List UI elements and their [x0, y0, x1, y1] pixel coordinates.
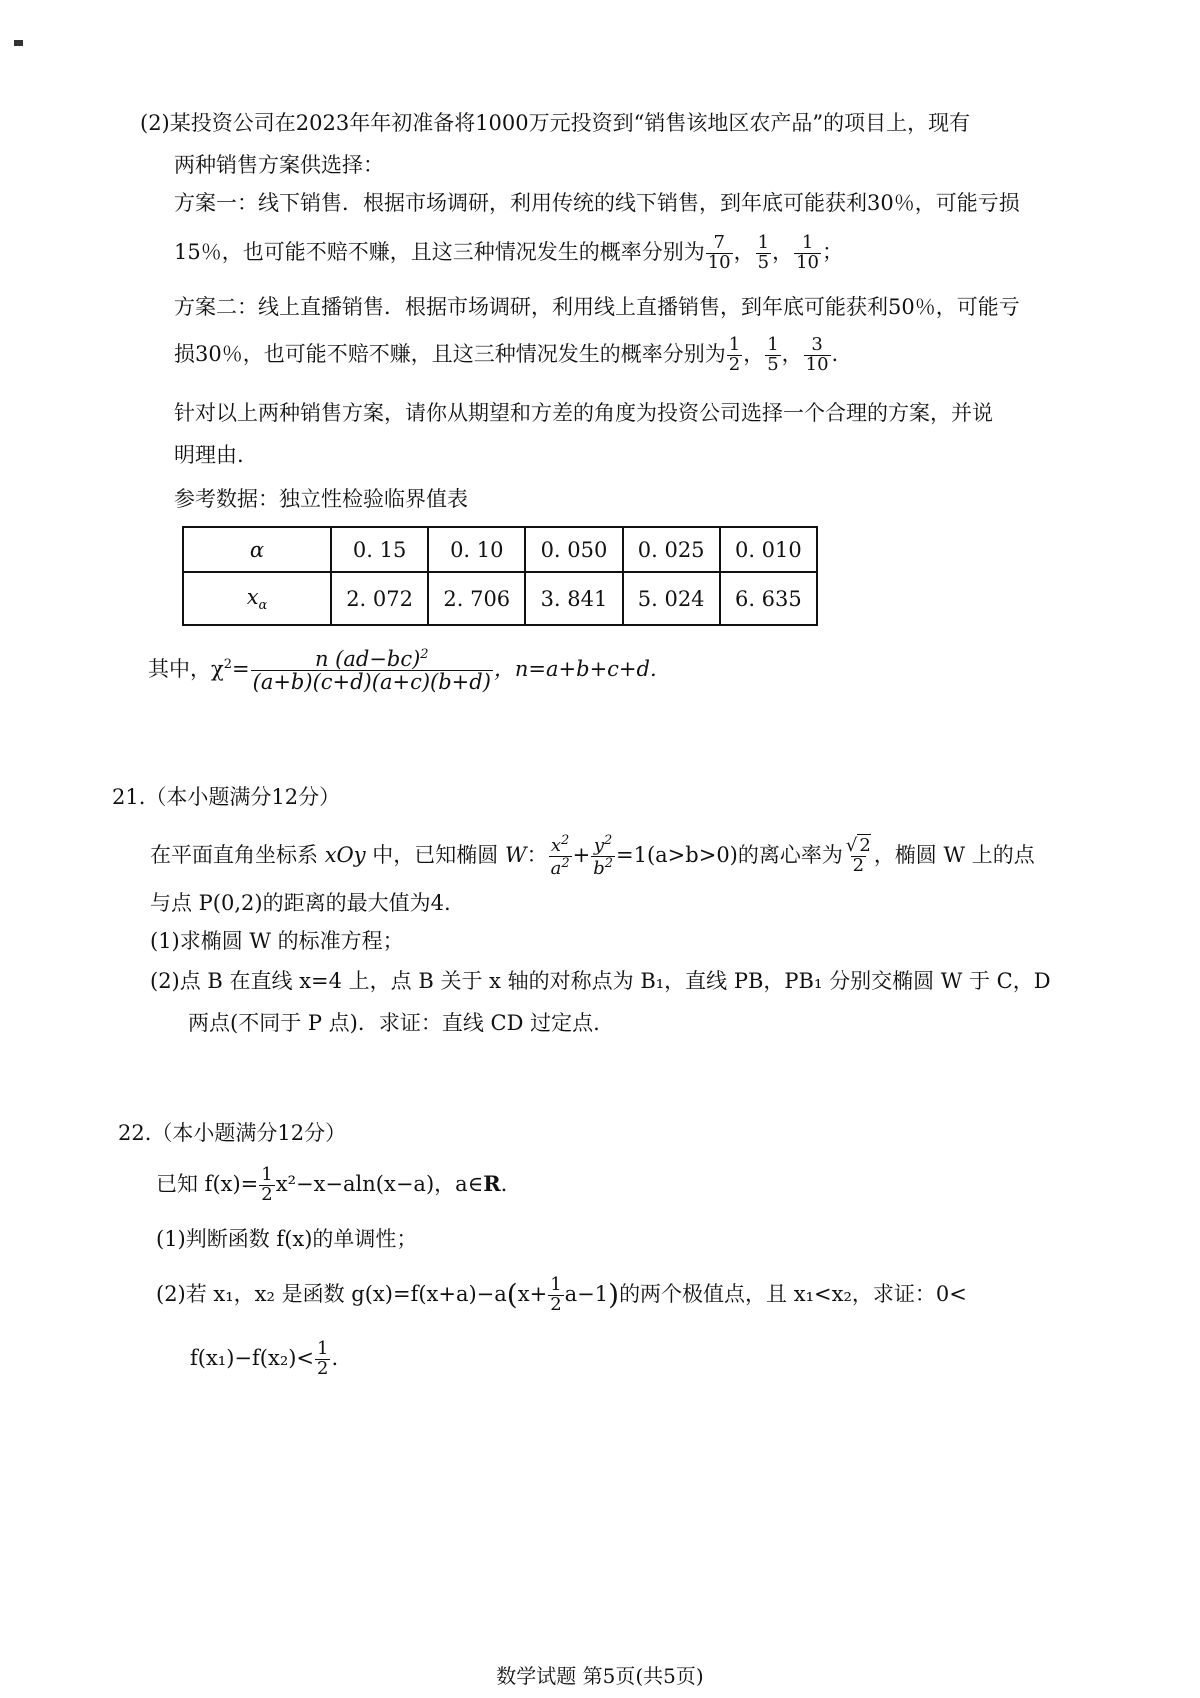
plan1-prob-2: $\frac{1}{5}$ [757, 232, 770, 273]
task-line-1: 针对以上两种销售方案，请你从期望和方差的角度为投资公司选择一个合理的方案，并说 [174, 401, 993, 425]
table-cell: 0. 10 [428, 527, 525, 572]
table-cell: 2. 706 [428, 572, 525, 625]
plan1-text: 15％，也可能不赔不赚，且这三种情况发生的概率分别为 [174, 239, 705, 264]
table-row [183, 527, 817, 572]
one-half: $\frac{1}{2}$ [261, 1164, 273, 1205]
q21-line-3: (1)求椭圆 W 的标准方程； [150, 929, 404, 953]
q22-line-2: (1)判断函数 f(x)的单调性； [156, 1227, 418, 1251]
table-cell: 5. 024 [623, 572, 720, 625]
q22-line-4: f(x₁)−f(x₂)< $\frac{1}{2}$ . [190, 1338, 339, 1379]
table-cell: 3. 841 [525, 572, 622, 625]
ellipse-term-x: $\frac{x^2}{a^2}$ [550, 833, 570, 879]
q21-line-5: 两点(不同于 P 点)．求证：直线 CD 过定点. [188, 1011, 600, 1035]
plan2-text: 损30％，也可能不赔不赚，且这三种情况发生的概率分别为 [174, 341, 726, 366]
page-footer: 数学试题 第5页(共5页) [496, 1664, 704, 1688]
table-row [183, 572, 817, 625]
q21-header: 21.（本小题满分12分） [112, 785, 341, 809]
task-line-2: 明理由. [174, 443, 244, 467]
plan2-prob-3: $\frac{3}{10}$ [805, 334, 829, 375]
one-half: $\frac{1}{2}$ [317, 1338, 329, 1379]
q21-line-4: (2)点 B 在直线 x=4 上，点 B 关于 x 轴的对称点为 B₁，直线 PB，PB₁ 分别交椭圆 W 于 C，D [150, 969, 1051, 993]
plan1-prob-3: $\frac{1}{10}$ [796, 232, 819, 273]
critical-value-table [182, 526, 818, 626]
one-half: $\frac{1}{2}$ [550, 1274, 562, 1315]
q21-line-2: 与点 P(0,2)的距离的最大值为4. [150, 891, 451, 915]
table-cell: 0. 15 [331, 527, 428, 572]
q22-line-1: 已知 f(x)= $\frac{1}{2}$ x²−x−aln(x−a)，a∈R. [156, 1164, 508, 1205]
alpha-header: α [183, 527, 331, 572]
q20-line-2: 两种销售方案供选择： [174, 153, 384, 177]
scan-mark [14, 40, 23, 46]
chi-square-fraction: $\frac{n (ad-bc)^2}{(a+b)(c+d)(a+c)(b+d)}$ [252, 647, 491, 695]
table-cell: 2. 072 [331, 572, 428, 625]
table-cell: 0. 010 [720, 527, 817, 572]
table-cell: 0. 025 [623, 527, 720, 572]
eccentricity-value: $\frac{√ 2}{2}$ [845, 835, 871, 876]
table-cell: 0. 050 [525, 527, 622, 572]
ellipse-term-y: $\frac{y^2}{b^2}$ [593, 833, 614, 879]
reference-title: 参考数据：独立性检验临界值表 [174, 487, 468, 511]
q22-header: 22.（本小题满分12分） [118, 1121, 347, 1145]
q21-line-1: 在平面直角坐标系 xOy 中，已知椭圆 W： $\frac{x^2}{a^2}$ + $\frac{y^2}{b^2}$ =1(a>b>0)的离心率为 $\frac{√ 2}{2}$ ，椭圆 W 上的点 [150, 833, 1035, 879]
plan2-prob-2: $\frac{1}{5}$ [767, 334, 779, 375]
x-alpha-header: $x_\alpha$ [183, 572, 331, 625]
plan2-prob-1: $\frac{1}{2}$ [728, 334, 741, 375]
plan1-line-1: 方案一：线下销售．根据市场调研，利用传统的线下销售，到年底可能获利30％，可能亏损 [174, 191, 1020, 215]
plan1-line-2: 15％，也可能不赔不赚，且这三种情况发生的概率分别为 $\frac{7}{10}$ ， $\frac{1}{5}$ ， $\frac{1}{10}$ ； [174, 232, 843, 273]
plan2-line-1: 方案二：线上直播销售．根据市场调研，利用线上直播销售，到年底可能获利50％，可能亏 [174, 295, 1020, 319]
q22-line-3: (2)若 x₁，x₂ 是函数 g(x)=f(x+a)−a(x+ $\frac{1}{2}$ a−1)的两个极值点，且 x₁<x₂，求证：0< [156, 1274, 967, 1315]
table-cell: 6. 635 [720, 572, 817, 625]
q20-line-1: (2)某投资公司在2023年年初准备将1000万元投资到“销售该地区农产品”的项目上，现有 [140, 111, 971, 135]
plan2-line-2: 损30％，也可能不赔不赚，且这三种情况发生的概率分别为 $\frac{1}{2}$ ， $\frac{1}{5}$ ， $\frac{3}{10}$ . [174, 334, 839, 375]
chi-square-formula: 其中，$\chi^2=$ $\frac{n (ad-bc)^2}{(a+b)(c+d)(a+c)(b+d)}$ ，n=a+b+c+d. [148, 647, 657, 695]
plan1-prob-1: $\frac{7}{10}$ [707, 232, 731, 273]
